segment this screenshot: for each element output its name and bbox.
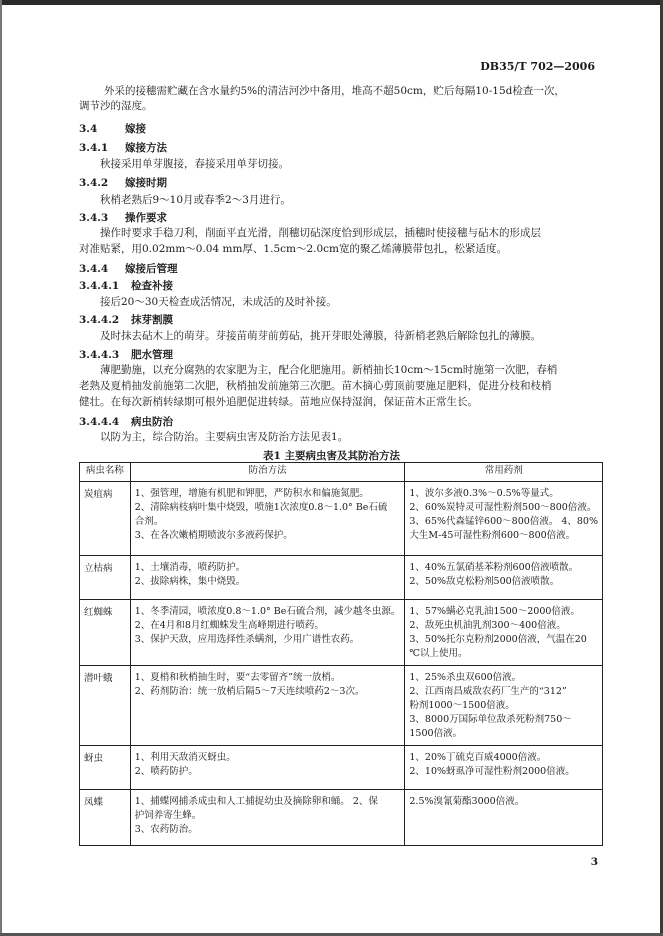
section-3-4-4-4-text: 以防为主，综合防治。主要病虫害及防治方法见表1。 — [100, 431, 349, 443]
agent-line: 1、40%五氯硝基苯粉剂600倍液喷散。 — [409, 562, 579, 573]
method-cell — [130, 790, 405, 846]
method-line: 护饲养寄生蜂。 — [134, 810, 202, 821]
section-3-4-4-heading — [79, 262, 178, 276]
section-3-4-4-4-heading — [79, 415, 173, 429]
section-3-4-heading — [79, 122, 146, 136]
section-number: 3.4.2 — [79, 177, 109, 189]
pest-name: 立枯病 — [80, 556, 131, 600]
section-title: 嫁接时期 — [125, 177, 167, 189]
section-number: 3.4.4.1 — [79, 280, 120, 292]
section-title: 嫁接方法 — [125, 142, 167, 154]
table-row — [80, 790, 603, 846]
column-header-method: 防治方法 — [130, 463, 405, 482]
section-number: 3.4.3 — [79, 212, 109, 224]
method-line: 2、喷药防护。 — [134, 766, 198, 777]
method-cell — [130, 600, 405, 666]
method-cell — [130, 746, 405, 790]
agent-line: 1、57%螨必克乳油1500～2000倍液。 — [409, 606, 580, 617]
pest-name: 蚜虫 — [80, 746, 131, 790]
pest-name: 潜叶蛾 — [80, 666, 131, 746]
section-3-4-4-1-heading — [79, 279, 173, 293]
agents-cell — [405, 556, 603, 600]
section-3-4-4-3-heading — [79, 348, 173, 362]
section-title: 检查补接 — [131, 280, 173, 292]
agents-cell — [405, 600, 603, 666]
table-row — [80, 666, 603, 746]
method-line: 1、利用天敌消灭蚜虫。 — [134, 752, 236, 763]
method-line: 3、农药防治。 — [134, 824, 198, 835]
method-line: 2、在4月和8月红蜘蛛发生高峰期进行喷药。 — [134, 620, 324, 631]
agent-line: 2、50%敌克松粉剂500倍液喷散。 — [409, 576, 560, 587]
agents-cell — [405, 666, 603, 746]
section-title: 肥水管理 — [131, 349, 173, 361]
pest-name: 红蜘蛛 — [80, 600, 131, 666]
method-line: 1、夏梢和秋梢抽生时，要“去零留齐”统一放梢。 — [134, 672, 341, 683]
agent-line: 1、波尔多液0.3%～0.5%等量式。 — [409, 488, 559, 499]
section-title: 嫁接 — [125, 123, 146, 135]
table-row — [80, 600, 603, 666]
section-number: 3.4.4.2 — [79, 314, 120, 326]
agents-cell — [405, 746, 603, 790]
section-3-4-2-text: 秋梢老熟后9～10月或春季2～3月进行。 — [100, 194, 291, 206]
document-code: DB35/T 702—2006 — [480, 60, 595, 73]
section-3-4-1-text: 秋接采用单芽腹接，春接采用单芽切接。 — [100, 158, 289, 170]
agent-line: 2、敌死虫机油乳剂300～400倍液。 — [409, 620, 566, 631]
method-line: 2、药剂防治：统一放梢后隔5～7天连续喷药2～3次。 — [134, 686, 365, 697]
section-number: 3.4.1 — [79, 142, 109, 154]
section-number: 3.4.4.3 — [79, 349, 120, 361]
page-number: 3 — [590, 856, 598, 868]
column-header-agents: 常用药剂 — [405, 463, 603, 482]
section-3-4-4-3-line-2: 老熟及夏梢抽发前施第二次肥，秋梢抽发前施第三次肥。苗木摘心剪顶前要施足肥料，促进分枝和枝梢 — [79, 380, 552, 392]
section-number: 3.4 — [79, 123, 98, 135]
method-cell — [130, 556, 405, 600]
method-cell — [130, 666, 405, 746]
table-row — [80, 746, 603, 790]
agents-cell — [405, 482, 603, 556]
agent-line: 1、20%丁硫克百威4000倍液。 — [409, 752, 547, 763]
section-number: 3.4.4.4 — [79, 416, 120, 428]
agent-line: 2、60%炭特灵可湿性粉剂500～800倍液。 — [409, 502, 597, 513]
agent-line: 2、10%蚜虱净可湿性粉剂2000倍液。 — [409, 766, 575, 777]
section-number: 3.4.4 — [79, 263, 109, 275]
table-title: 表1 主要病虫害及其防治方法 — [263, 450, 400, 462]
table-row — [80, 556, 603, 600]
section-3-4-4-3-line-3: 健壮。在每次新梢转绿期可根外追肥促进转绿。苗地应保持湿润，保证苗木正常生长。 — [79, 396, 478, 408]
method-line: 1、冬季清园，喷浓度0.8～1.0° Be石硫合剂，减少越冬虫源。 — [134, 606, 401, 617]
section-3-4-3-heading — [79, 211, 167, 225]
agent-line: 1500倍液。 — [409, 728, 463, 739]
method-line: 1、强管理，增施有机肥和钾肥，严防积水和偏施氮肥。 — [134, 488, 369, 499]
method-line: 2、拔除病株，集中烧毁。 — [134, 576, 246, 587]
scan-edge-left — [0, 0, 2, 936]
table-header-row — [80, 463, 603, 482]
pest-name: 炭疽病 — [80, 482, 131, 556]
section-3-4-2-heading — [79, 176, 167, 190]
section-title: 操作要求 — [125, 212, 167, 224]
method-line: 2、清除病枝病叶集中烧毁，喷施1次浓度0.8～1.0° Be石硫 — [134, 502, 388, 513]
intro-line-1: 外采的接穗需贮藏在含水量约5%的清洁河沙中备用，堆高不超50cm，贮后每隔10-15d检查一次， — [104, 85, 565, 97]
agent-line: 粉剂1000～1500倍液。 — [409, 700, 515, 711]
pest-control-table — [79, 462, 603, 846]
agent-line: 2.5%溴氰菊酯3000倍液。 — [409, 796, 525, 807]
section-3-4-1-heading — [79, 141, 167, 155]
agent-line: 2、江西南昌威敌农药厂生产的“312” — [409, 686, 567, 697]
method-line: 1、土壤消毒，喷药防护。 — [134, 562, 246, 573]
section-title: 病虫防治 — [131, 416, 173, 428]
scan-edge-top — [0, 0, 663, 5]
section-3-4-4-2-heading — [79, 313, 173, 327]
pest-name: 凤蝶 — [80, 790, 131, 846]
agent-line: 大生M-45可湿性粉剂600～800倍液。 — [409, 530, 576, 541]
agent-line: 3、50%托尔克粉剂2000倍液，气温在20 — [409, 634, 587, 645]
method-line: 合剂。 — [134, 516, 164, 527]
agent-line: ℃以上使用。 — [409, 648, 468, 659]
intro-line-2: 调节沙的湿度。 — [79, 100, 153, 112]
method-line: 1、捕蝶网捕杀成虫和人工捕捉幼虫及摘除卵和蛹。 2、保 — [134, 796, 378, 807]
method-cell — [130, 482, 405, 556]
section-3-4-4-2-text: 及时抹去砧木上的萌芽。芽接苗萌芽前剪砧，挑开芽眼处薄膜，待新梢老熟后解除包扎的薄膜。 — [100, 330, 541, 342]
agents-cell — [405, 790, 603, 846]
section-3-4-3-line-2: 对准贴紧，用0.02mm～0.04 mm厚、1.5cm～2.0cm宽的聚乙烯薄膜带包扎，松紧适度。 — [79, 243, 507, 255]
column-header-pest-name: 病虫名称 — [80, 463, 131, 482]
section-3-4-4-1-text: 接后20～30天检查成活情况，未成活的及时补接。 — [100, 296, 337, 308]
agent-line: 3、65%代森锰锌600～800倍液。 4、80% — [409, 516, 598, 527]
section-3-4-3-line-1: 操作时要求手稳刀利，削面平直光滑，削穗切砧深度恰到形成层，插穗时使接穗与砧木的形成层 — [100, 227, 541, 239]
section-title: 抹芽割膜 — [131, 314, 173, 326]
method-line: 3、在各次嫩梢期喷波尔多液药保护。 — [134, 530, 293, 541]
section-3-4-4-3-line-1: 薄肥勤施，以充分腐熟的农家肥为主，配合化肥施用。新梢抽长10cm～15cm时施第一次肥，春梢 — [100, 364, 558, 376]
agent-line: 3、8000万国际单位敌杀死粉剂750～ — [409, 714, 572, 725]
table-row — [80, 482, 603, 556]
method-line: 3、保护天敌，应用选择性杀螨剂，少用广谱性农药。 — [134, 634, 360, 645]
agent-line: 1、25%杀虫双600倍液。 — [409, 672, 522, 683]
section-title: 嫁接后管理 — [125, 263, 178, 275]
